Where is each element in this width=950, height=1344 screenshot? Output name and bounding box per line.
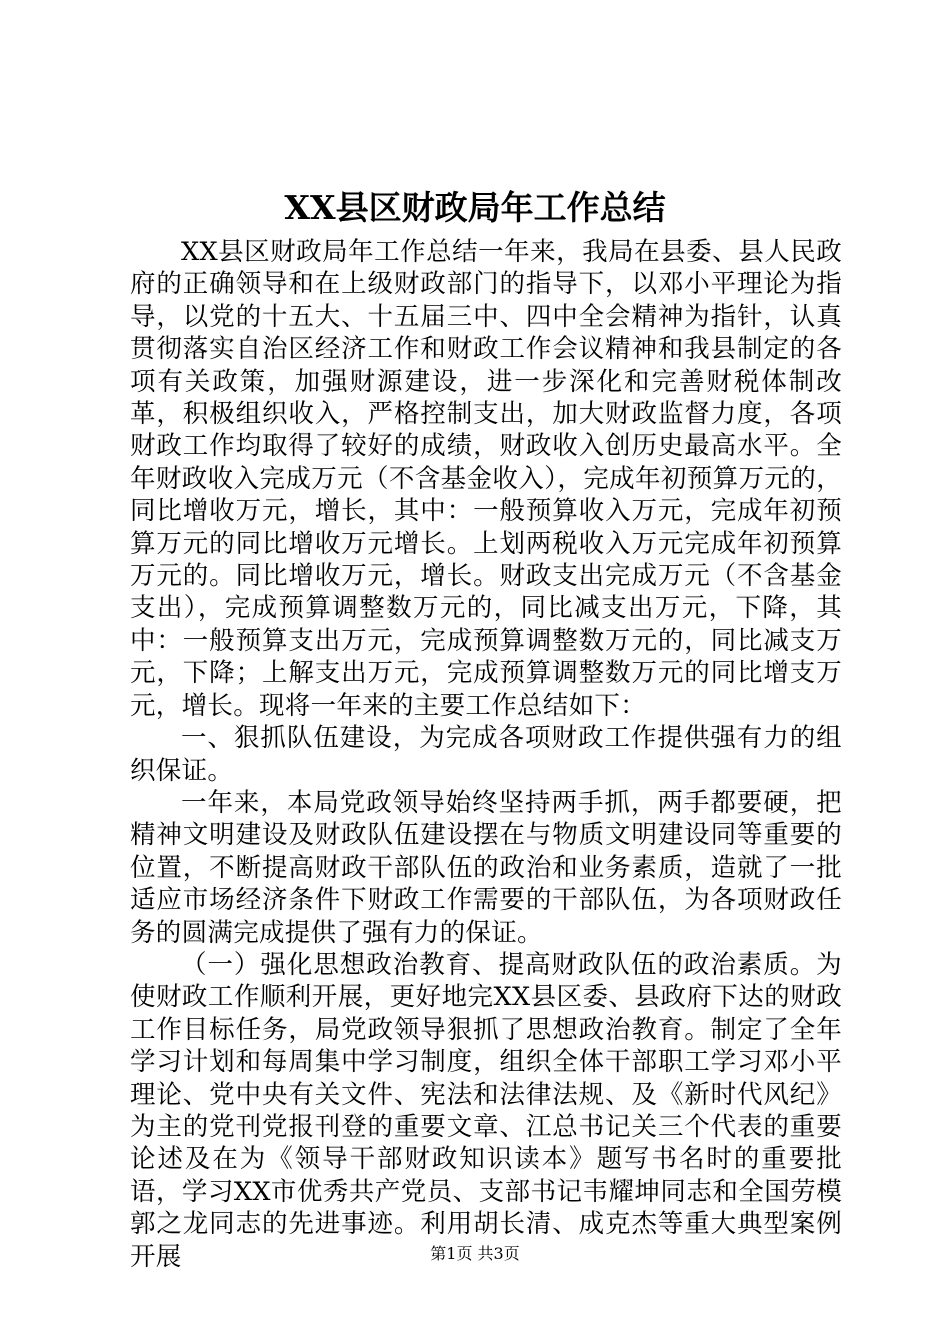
document-title: XX县区财政局年工作总结: [284, 188, 666, 227]
page-footer: 第1页 共3页: [430, 1244, 520, 1263]
document-body: [130, 236, 842, 1273]
paragraph-intro: XX县区财政局年工作总结一年来，我局在县委、县人民政府的正确领导和在上级财政部门的指导下，以邓小平理论为指导，以党的十五大、十五届三中、四中全会精神为指针，认真贯彻落实自治区经济工作和财政工作会议精神和我县制定的各项有关政策，加强财源建设，进一步深化和完善财税体制改革，积极组织收入，严格控制支出，加大财政监督力度，各项财政工作均取得了较好的成绩，财政收入创历史最高水平。全年财政收入完成万元（不含基金收入），完成年初预算万元的，同比增收万元，增长，其中：一般预算收入万元，完成年初预算万元的同比增收万元增长。上划两税收入万元完成年初预算万元的。同比增收万元，增长。财政支出完成万元（不含基金支出），完成预算调整数万元的，同比减支出万元，下降，其中：一般预算支出万元，完成预算调整数万元的，同比减支万元，下降；上解支出万元，完成预算调整数万元的同比增支万元，增长。现将一年来的主要工作总结如下：: [130, 237, 842, 721]
paragraph-political-education: （一）强化思想政治教育、提高财政队伍的政治素质。为使财政工作顺利开展，更好地完XX县区委、县政府下达的财政工作目标任务，局党政领导狠抓了思想政治教育。制定了全年学习计划和每周集中学习制度，组织全体干部职工学习邓小平理论、党中央有关文件、宪法和法律法规、及《新时代风纪》为主的党刊党报刊登的重要文章、江总书记关三个代表的重要论述及在为《领导干部财政知识读本》题写书名时的重要批语，学习XX市优秀共产党员、支部书记韦耀坤同志和全国劳模郭之龙同志的先进事迹。利用胡长清、成克杰等重大典型案例开展: [130, 949, 842, 1272]
paragraph-section-heading: 一、狠抓队伍建设，为完成各项财政工作提供强有力的组织保证。: [130, 723, 842, 786]
paragraph-team-building: 一年来，本局党政领导始终坚持两手抓，两手都要硬，把精神文明建设及财政队伍建设摆在与物质文明建设同等重要的位置，不断提高财政干部队伍的政治和业务素质，造就了一批适应市场经济条件下财政工作需要的干部队伍，为各项财政任务的圆满完成提供了强有力的保证。: [130, 787, 842, 948]
